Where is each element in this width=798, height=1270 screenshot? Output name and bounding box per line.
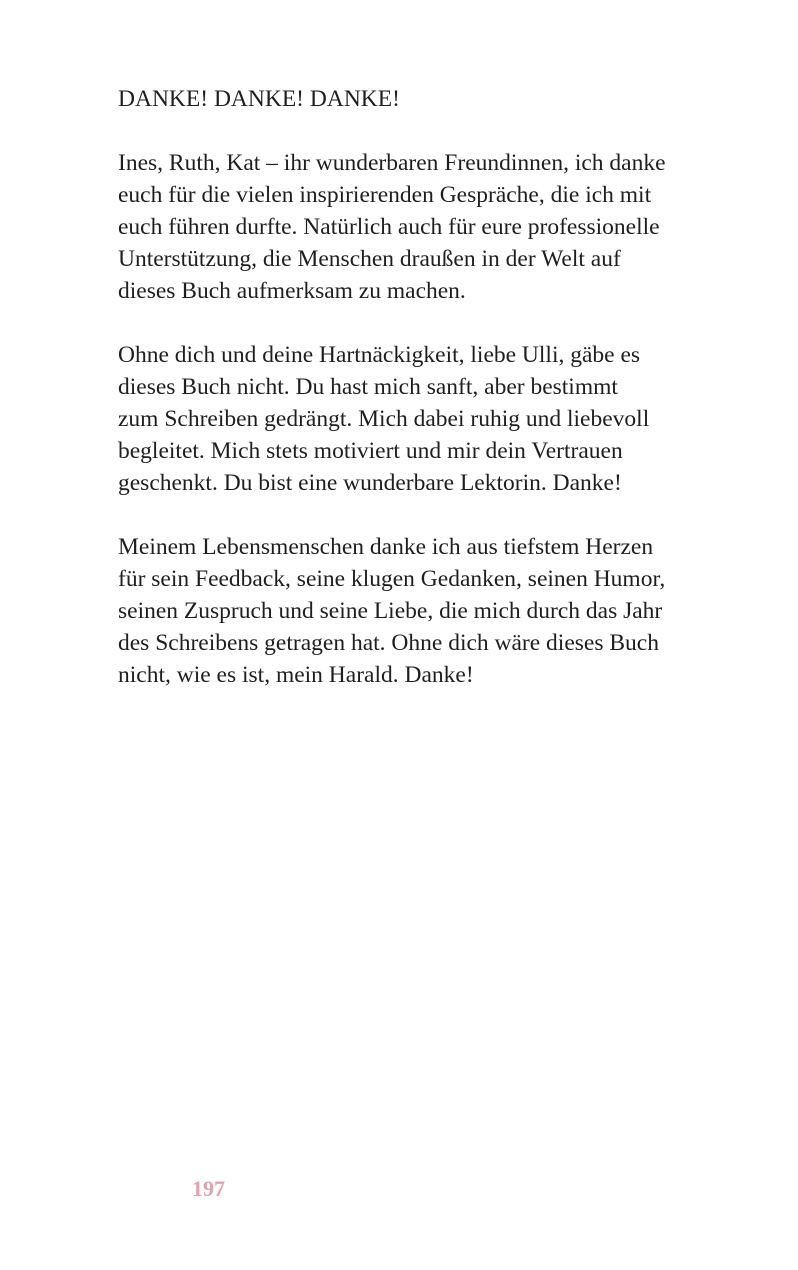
text-line: seinen Zuspruch und seine Liebe, die mich durch das Jahr: [118, 598, 663, 624]
paragraph-friends: [118, 147, 718, 307]
text-line: geschenkt. Du bist eine wunderbare Lektorin. Danke!: [118, 470, 622, 496]
page-number: 197: [192, 1176, 225, 1201]
text-line: Ohne dich und deine Hartnäckigkeit, liebe Ulli, gäbe es: [118, 342, 641, 368]
paragraph-editor: [118, 339, 718, 499]
text-line: DANKE! DANKE! DANKE!: [118, 86, 400, 112]
text-line: Meinem Lebensmenschen danke ich aus tiefstem Herzen: [118, 534, 654, 560]
text-line: Ines, Ruth, Kat – ihr wunderbaren Freundinnen, ich danke: [118, 150, 666, 176]
text-line: euch führen durfte. Natürlich auch für eure professionelle: [118, 214, 660, 240]
text-line: für sein Feedback, seine klugen Gedanken, seinen Humor,: [118, 566, 666, 592]
text-line: Unterstützung, die Menschen draußen in der Welt auf: [118, 246, 621, 272]
text-line: begleitet. Mich stets motiviert und mir dein Vertrauen: [118, 438, 623, 464]
text-line: dieses Buch nicht. Du hast mich sanft, aber bestimmt: [118, 374, 618, 400]
text-line: des Schreibens getragen hat. Ohne dich wäre dieses Buch: [118, 630, 659, 656]
paragraph-heading: [118, 83, 718, 115]
text-line: euch für die vielen inspirierenden Gespräche, die ich mit: [118, 182, 652, 208]
acknowledgements-text: [118, 83, 718, 723]
text-line: zum Schreiben gedrängt. Mich dabei ruhig und liebevoll: [118, 406, 650, 432]
text-line: nicht, wie es ist, mein Harald. Danke!: [118, 662, 474, 688]
paragraph-partner: [118, 531, 718, 691]
text-line: dieses Buch aufmerksam zu machen.: [118, 278, 466, 304]
